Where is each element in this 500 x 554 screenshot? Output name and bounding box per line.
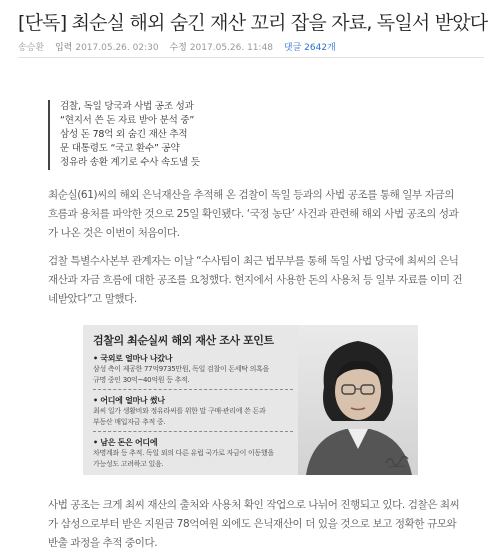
infographic bbox=[83, 325, 418, 475]
infographic-item bbox=[93, 437, 298, 470]
author-name[interactable]: 송승환 bbox=[18, 43, 45, 53]
summary-line: 문 대통령도 “국고 환수” 공약 bbox=[60, 143, 180, 154]
infographic-question: • 어디에 얼마나 썼나 bbox=[93, 396, 165, 405]
infographic-question: • 국외로 얼마나 나갔나 bbox=[93, 354, 173, 363]
comments-link[interactable]: 댓글 2642개 bbox=[283, 43, 336, 53]
input-label: 입력 bbox=[54, 43, 73, 53]
input-time: 2017.05.26. 02:30 bbox=[75, 43, 159, 53]
summary-line: “현지서 쓴 돈 자료 받아 분석 중” bbox=[60, 115, 195, 126]
infographic-answer: 가능성도 고려하고 있음. bbox=[93, 460, 164, 468]
infographic-answer: 규명 중인 30억~40억원 등 추적. bbox=[93, 376, 190, 384]
summary-line: 삼성 돈 78억 외 숨긴 재산 추적 bbox=[60, 129, 188, 140]
dashed-divider bbox=[93, 389, 293, 390]
article-summary bbox=[48, 100, 200, 170]
infographic-item bbox=[93, 353, 298, 390]
summary-line: 검찰, 독일 당국과 사법 공조 성과 bbox=[60, 101, 194, 112]
signature-mark bbox=[384, 453, 410, 469]
body-paragraph-1: 최순실(61)씨의 해외 은닉재산을 추적해 온 검찰이 독일 등과의 사법 공조를 통해 일부 자금의 흐름과 용처를 파악한 것으로 25일 확인됐다. ‘국정 농단’ 사건과 관련해 해외 사법 공조의 성과가 나온 것은 이번이 처음이다. bbox=[48, 189, 459, 239]
body-paragraph-2: 검찰 특별수사본부 관계자는 이날 “수사팀이 최근 법무부를 통해 독일 사법 당국에 최씨의 은닉재산과 자금 흐름에 대한 공조를 요청했다. 현지에서 사용한 돈의 사용처 등 일부 자료를 이미 건네받았다”고 말했다. bbox=[48, 255, 463, 305]
article-headline: [단독] 최순실 해외 숨긴 재산 꼬리 잡을 자료, 독일서 받았다 bbox=[18, 12, 488, 34]
infographic-item bbox=[93, 395, 298, 432]
body-paragraph-3: 사법 공조는 크게 최씨 재산의 출처와 사용처 확인 작업으로 나뉘어 진행되고 있다. 검찰은 최씨가 삼성으로부터 받은 지원금 78억여원 외에도 은닉재산이 더 있을 것으로 보고 정확한 규모와 반출 과정을 추적 중이다. bbox=[48, 499, 460, 549]
header-divider bbox=[18, 57, 484, 58]
infographic-answer: 최씨 일가 생활비와 정유라씨를 위한 말 구매·관리에 쓴 돈과 bbox=[93, 407, 266, 415]
infographic-question: • 남은 돈은 어디에 bbox=[93, 438, 158, 447]
infographic-answer: 삼성 측이 제공한 77억9735만원, 독일 검찰이 돈세탁 의혹을 bbox=[93, 365, 270, 373]
infographic-answer: 부동산 매입자금 추적 중. bbox=[93, 418, 166, 426]
edit-label: 수정 bbox=[169, 43, 187, 53]
infographic-title: 검찰의 최순실씨 해외 재산 조사 포인트 bbox=[93, 334, 274, 347]
edit-time: 2017.05.26. 11:48 bbox=[189, 43, 274, 53]
article-meta bbox=[18, 40, 336, 53]
summary-line: 정유라 송환 계기로 수사 속도낼 듯 bbox=[60, 157, 200, 168]
dashed-divider bbox=[93, 431, 293, 432]
infographic-answer: 차명계좌 등 추적. 독일 외의 다른 유럽 국가로 자금이 이동했을 bbox=[93, 449, 274, 457]
